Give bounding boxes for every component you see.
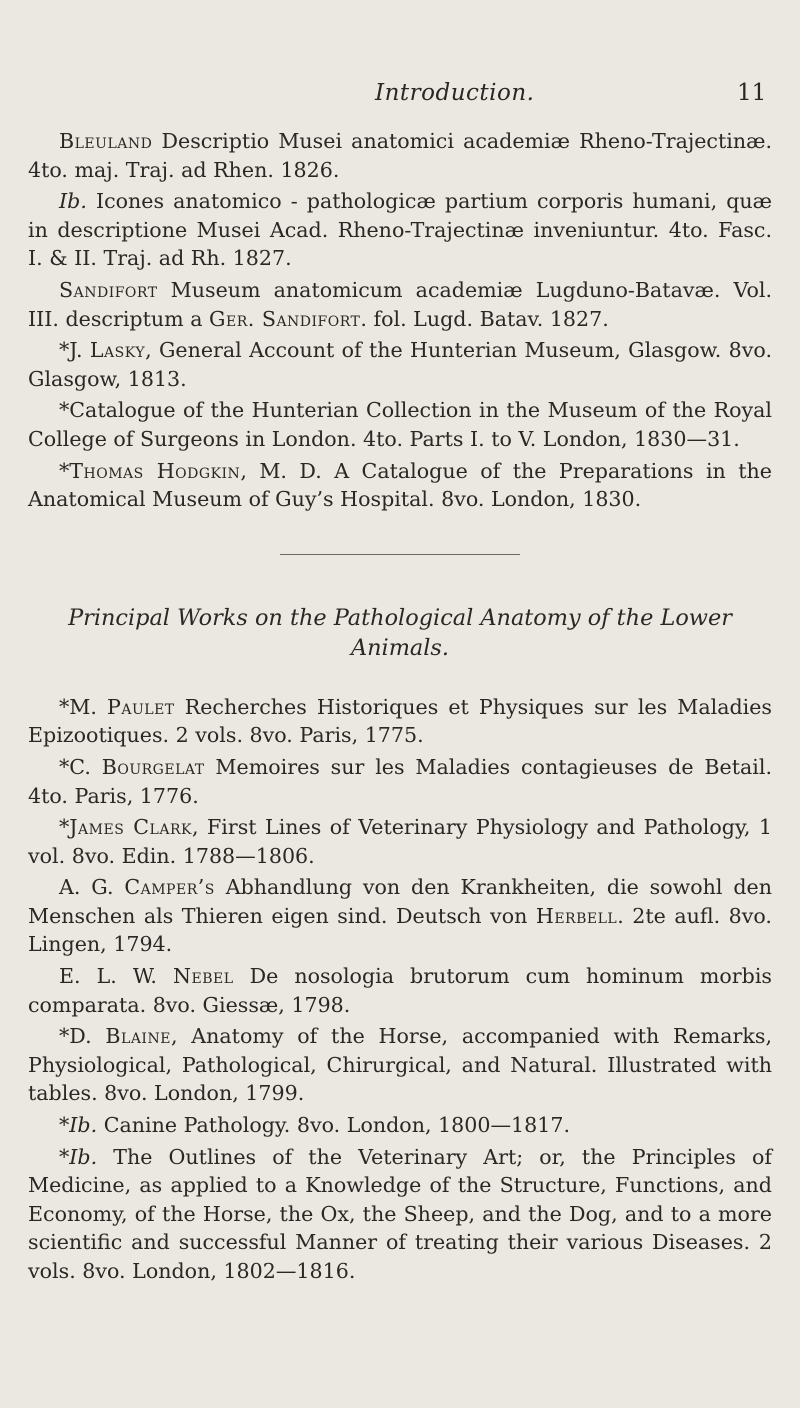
entry-text: Memoires sur les Maladies contagieuses de Betail. 4to. Paris, 1776. xyxy=(28,754,772,808)
ibidem-mark: Ib. xyxy=(59,189,87,214)
bibliography-entry xyxy=(28,1022,772,1108)
author-name: Lasky xyxy=(89,338,146,363)
author-name: Bourgelat xyxy=(101,754,205,779)
bibliography-entry xyxy=(28,962,772,1019)
author-name: Bleuland xyxy=(59,129,153,153)
bibliography-entry xyxy=(28,693,772,750)
ibidem-mark: *Ib. xyxy=(59,1113,98,1138)
entry-text: Canine Pathology. 8vo. London, 1800—1817. xyxy=(97,1113,571,1138)
bibliography-entry xyxy=(28,457,772,514)
entry-text: . fol. Lugd. Batav. 1827. xyxy=(360,306,609,331)
bibliography-entry xyxy=(28,873,772,959)
author-name: Camper’s xyxy=(124,875,215,900)
author-name: James Clark xyxy=(69,815,192,840)
bibliography-entry xyxy=(28,753,772,810)
bibliography-entry xyxy=(28,187,772,273)
section-heading: Principal Works on the Pathological Anatomy of the Lower Animals. xyxy=(68,604,732,661)
entry-prefix: * xyxy=(59,815,70,840)
running-title: Introduction. xyxy=(375,80,535,106)
entry-prefix: E. L. W. xyxy=(59,964,174,989)
entry-text: , M. D. A Catalogue of the Preparations in the Anatomical Museum of Guy’s Hospital. 8vo. London, 1830. xyxy=(28,458,772,512)
page-body xyxy=(28,127,772,1289)
entry-prefix: *C. xyxy=(59,754,102,779)
entry-text: De nosologia brutorum cum hominum morbis comparata. 8vo. Giessæ, 1798. xyxy=(28,964,772,1017)
entry-text: Recherches Historiques et Physiques sur les Maladies Epizootiques. 2 vols. 8vo. Paris, 1775. xyxy=(28,694,772,748)
bibliography-entry xyxy=(28,1111,772,1140)
author-name: Nebel xyxy=(173,964,234,989)
author-name: Blaine xyxy=(105,1024,171,1049)
author-name: Sandifort xyxy=(59,277,158,302)
entry-text: Descriptio Musei anatomici academiæ Rheno-Trajectinæ. 4to. maj. Traj. ad Rhen. 1826. xyxy=(28,129,772,182)
entry-prefix: *D. xyxy=(59,1024,106,1049)
bibliography-entry xyxy=(28,276,772,333)
section-divider xyxy=(280,554,520,555)
bibliography-entry xyxy=(28,336,772,393)
entry-text: Museum anatomicum academiæ Lugduno-Batavæ. Vol. III. descriptum a xyxy=(28,277,772,331)
bibliography-entry xyxy=(28,1143,772,1286)
entry-text: . 2te aufl. 8vo. Lingen, 1794. xyxy=(28,903,772,957)
entry-prefix: *J. xyxy=(59,338,90,363)
entry-text: , Anatomy of the Horse, accompanied with Remarks, Physiological, Pathological, Chirurgical, and Natural. Illustrated with tables. 8vo. London, 1799. xyxy=(28,1024,772,1106)
bibliography-entry xyxy=(28,396,772,453)
page-header xyxy=(0,80,800,120)
bibliography-entry xyxy=(28,127,772,184)
entry-prefix: * xyxy=(59,458,70,483)
entry-text: *Catalogue of the Hunterian Collection in the Museum of the Royal College of Surgeons in London. 4to. Parts I. to V. London, 1830—31. xyxy=(28,398,772,451)
entry-text: , First Lines of Veterinary Physiology and Pathology, 1 vol. 8vo. Edin. 1788—1806. xyxy=(28,815,772,868)
entry-text: The Outlines of the Veterinary Art; or, the Principles of Medicine, as applied to a Knowledge of the Structure, Functions, and Economy, of the Horse, the Ox, the Sheep, and the Dog, and to a more scientific and successful Manner of treating their various Diseases. 2 vols. 8vo. London, 1802—1816. xyxy=(28,1144,772,1283)
page-number: 11 xyxy=(737,80,767,106)
entry-text: , General Account of the Hunterian Museum, Glasgow. 8vo. Glasgow, 1813. xyxy=(28,338,772,391)
author-name: Herbell xyxy=(535,903,618,928)
entry-prefix: *M. xyxy=(59,694,108,719)
ibidem-mark: *Ib. xyxy=(59,1144,98,1169)
author-name: Thomas Hodgkin xyxy=(69,458,241,483)
author-name: Ger. Sandifort xyxy=(209,306,361,331)
bibliography-entry xyxy=(28,813,772,870)
entry-prefix: A. G. xyxy=(59,875,125,900)
author-name: Paulet xyxy=(107,694,175,719)
entry-text: Icones anatomico - pathologicæ partium corporis humani, quæ in descriptione Musei Acad. Rheno-Trajectinæ inveniuntur. 4to. Fasc. I. & II. Traj. ad Rh. 1827. xyxy=(28,189,772,271)
entry-text: Abhandlung von den Krankheiten, die sowohl den Menschen als Thieren eigen sind. Deutsch von xyxy=(28,875,772,928)
